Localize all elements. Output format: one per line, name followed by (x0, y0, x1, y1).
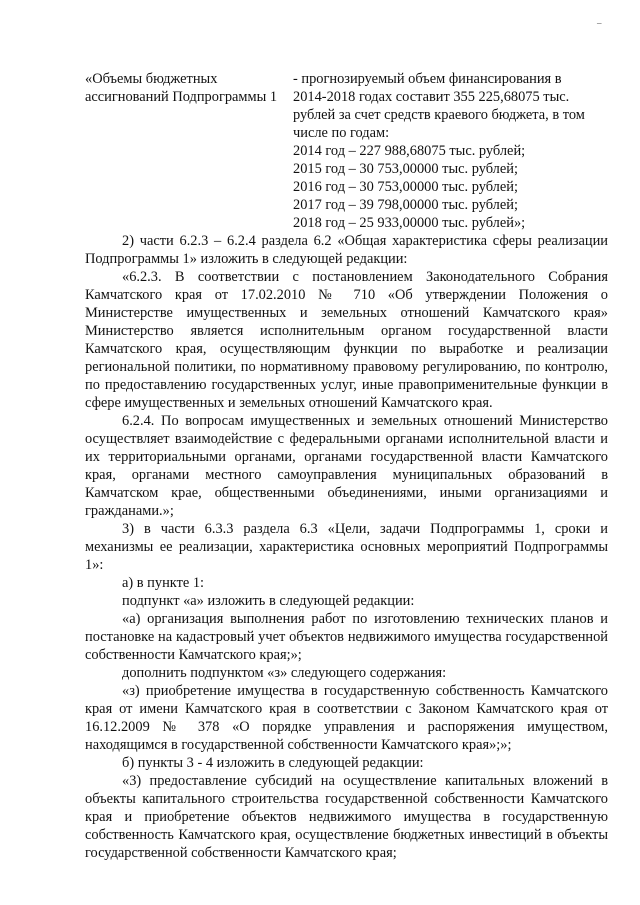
paragraph: подпункт «а» изложить в следующей редакции: (122, 593, 415, 609)
corner-mark: – (597, 18, 602, 28)
document-body (85, 232, 608, 862)
paragraph: б) пункты 3 - 4 изложить в следующей редакции: (122, 755, 424, 771)
funding-year-line: 2018 год – 25 933,00000 тыс. рублей»; (293, 215, 526, 231)
funding-label-cell (85, 70, 293, 232)
paragraph: а) в пункте 1: (122, 575, 205, 591)
paragraph: 2) части 6.2.3 – 6.2.4 раздела 6.2 «Общая характеристика сферы реализации Подпрограммы 1» изложить в следующей редакции: (85, 233, 608, 267)
funding-value-line: - прогнозируемый объем финансирования в (293, 71, 562, 87)
funding-value-line: рублей за счет средств краевого бюджета, в том (293, 107, 585, 123)
funding-label-line: «Объемы бюджетных (85, 71, 218, 87)
funding-value-line: числе по годам: (293, 125, 390, 141)
funding-label-line: ассигнований Подпрограммы 1 (85, 89, 278, 105)
funding-year-line: 2017 год – 39 798,00000 тыс. рублей; (293, 197, 518, 213)
paragraph: 6.2.4. По вопросам имущественных и земельных отношений Министерство осуществляет взаимодействие с федеральными органами исполнительной власти и их территориальными органами, органами государственной власти Камчатского края, органами местного самоуправления муниципальных образований в Камчатском крае, общественными объединениями, иными организациями и гражданами.»; (85, 413, 608, 519)
funding-year-line: 2015 год – 30 753,00000 тыс. рублей; (293, 161, 518, 177)
funding-table (85, 70, 613, 232)
paragraph: «6.2.3. В соответствии с постановлением Законодательного Собрания Камчатского края от 17.02.2010 № 710 «Об утверждении Положения о Министерстве имущественных и земельных отношений Камчатского края» Министерство является исполнительным органом государственной власти Камчатского края, осуществляющим функции по выработке и реализации региональной политики, по нормативному правовому регулированию, по контролю, по предоставлению государственных услуг, иные правоприменительные функции в сфере имущественных и земельных отношений Камчатского края. (85, 269, 608, 411)
paragraph: 3) в части 6.3.3 раздела 6.3 «Цели, задачи Подпрограммы 1, сроки и механизмы ее реализации, характеристика основных мероприятий Подпрограммы 1»: (85, 521, 608, 573)
paragraph: дополнить подпунктом «з» следующего содержания: (122, 665, 447, 681)
funding-year-line: 2014 год – 227 988,68075 тыс. рублей; (293, 143, 526, 159)
funding-value-cell (293, 70, 613, 232)
paragraph: «а) организация выполнения работ по изготовлению технических планов и постановке на кадастровый учет объектов недвижимого имущества государственной собственности Камчатского края;»; (85, 611, 608, 663)
paragraph: «3) предоставление субсидий на осуществление капитальных вложений в объекты капитального строительства государственной собственности Камчатского края и приобретение объектов недвижимого имущества в государственную собственность Камчатского края, осуществление бюджетных инвестиций в объекты государственной собственности Камчатского края; (85, 773, 608, 861)
funding-year-line: 2016 год – 30 753,00000 тыс. рублей; (293, 179, 518, 195)
paragraph: «з) приобретение имущества в государственную собственность Камчатского края от имени Камчатского края в соответствии с Законом Камчатского края от 16.12.2009 № 378 «О порядке управления и распоряжения имуществом, находящимся в государственной собственности Камчатского края»;»; (85, 683, 608, 753)
funding-value-line: 2014-2018 годах составит 355 225,68075 тыс. (293, 89, 570, 105)
